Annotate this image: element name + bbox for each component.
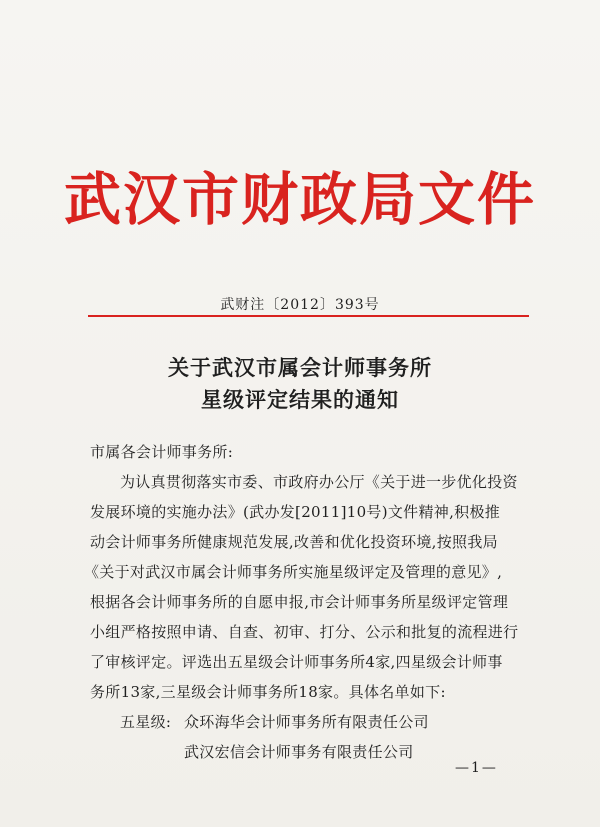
body-line-8: 务所13家,三星级会计师事务所18家。具体名单如下: [90, 683, 446, 701]
body-line-6: 小组严格按照申请、自查、初审、打分、公示和批复的流程进行 [90, 623, 519, 641]
notice-title-line-1: 关于武汉市属会计师事务所 [168, 355, 432, 380]
five-star-firm-2: 武汉宏信会计师事务有限责任公司 [184, 743, 414, 761]
document-masthead: 武汉市财政局文件 [64, 167, 536, 233]
document-number: 武财注〔2012〕393号 [220, 297, 380, 313]
body-line-7: 了审核评定。评选出五星级会计师事务所4家,四星级会计师事 [90, 653, 503, 671]
body-line-5: 根据各会计师事务所的自愿申报,市会计师事务所星级评定管理 [90, 593, 509, 611]
five-star-label: 五星级: [120, 713, 172, 731]
page-number: —1— [455, 760, 498, 776]
body-line-3: 动会计师事务所健康规范发展,改善和优化投资环境,按照我局 [90, 533, 498, 551]
red-divider-line [88, 315, 529, 317]
body-line-2: 发展环境的实施办法》(武办发[2011]10号)文件精神,积极推 [90, 503, 501, 521]
five-star-firm-1: 众环海华会计师事务所有限责任公司 [184, 713, 429, 731]
body-line-1: 为认真贯彻落实市委、市政府办公厅《关于进一步优化投资 [120, 473, 518, 491]
body-line-4: 《关于对武汉市属会计师事务所实施星级评定及管理的意见》, [84, 563, 503, 581]
salutation: 市属各会计师事务所: [90, 443, 234, 461]
notice-title-line-2: 星级评定结果的通知 [201, 387, 399, 412]
